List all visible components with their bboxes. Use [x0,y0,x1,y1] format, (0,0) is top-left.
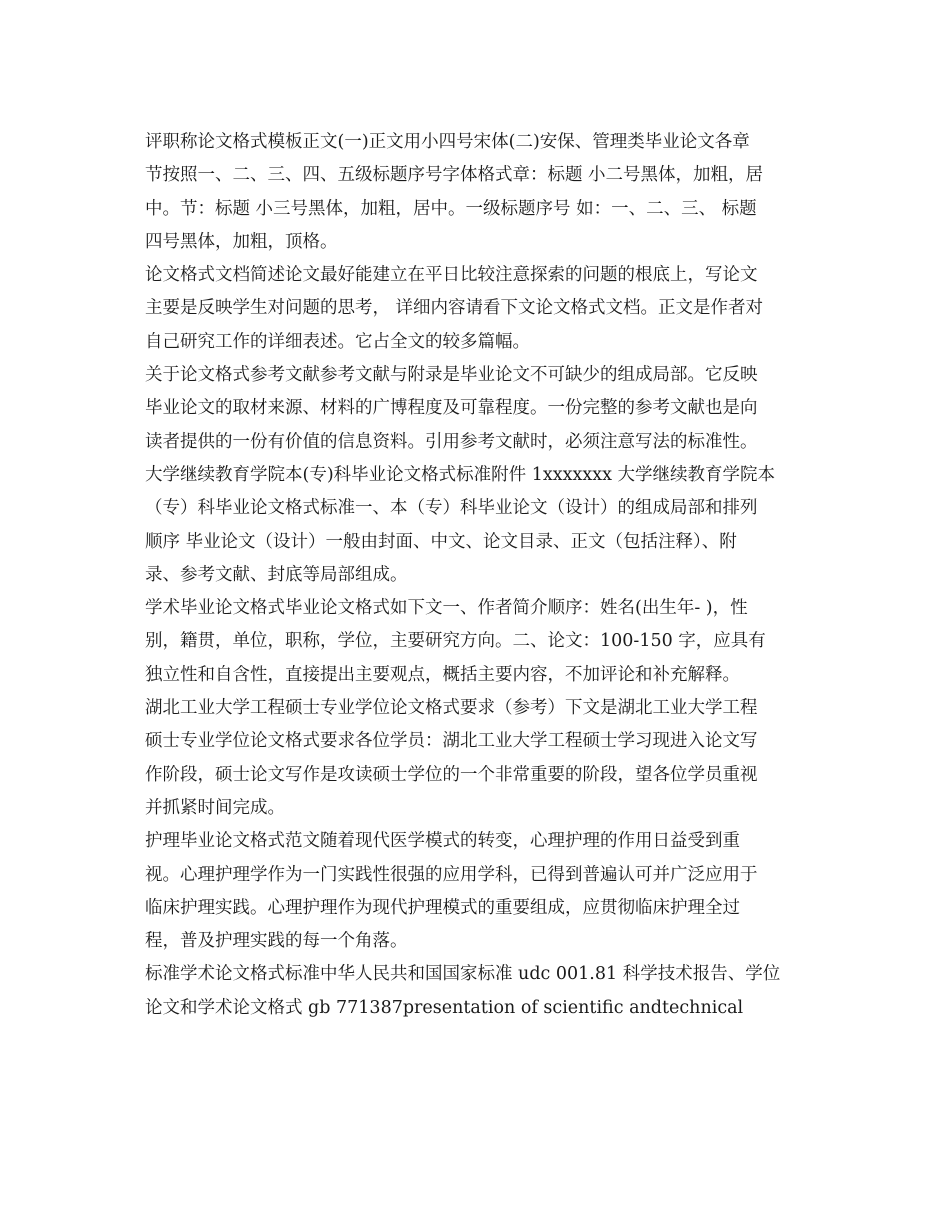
text-line: 论文格式文档简述论文最好能建立在平日比较注意探索的问题的根底上，写论文 [145,265,758,286]
text-line: 标准学术论文格式标准中华人民共和国国家标准 udc 001.81 科学技术报告、学位 [145,964,781,985]
text-line: 中。节：标题 小三号黑体，加粗，居中。一级标题序号 如：一、二、三、 标题 [145,198,757,219]
text-line: 录、参考文献、封底等局部组成。 [145,564,408,585]
text-line: 主要是反映学生对问题的思考， 详细内容请看下文论文格式文档。正文是作者对 [145,298,764,319]
text-line: 论文和学术论文格式 gb 771387presentation of scientific andtechnical [145,997,744,1018]
text-line: 作阶段，硕士论文写作是攻读硕士学位的一个非常重要的阶段，望各位学员重视 [145,764,758,785]
text-line: 硕士专业学位论文格式要求各位学员：湖北工业大学工程硕士学习现进入论文写 [145,731,758,752]
text-line: 自己研究工作的详细表述。它占全文的较多篇幅。 [145,331,530,352]
text-line: 四号黑体，加粗，顶格。 [145,231,338,252]
text-line: 评职称论文格式模板正文(一)正文用小四号宋体(二)安保、管理类毕业论文各章 [145,132,750,152]
text-line: 顺序 毕业论文（设计）一般由封面、中文、论文目录、正文（包括注释）、附 [145,531,737,552]
text-line: 视。心理护理学作为一门实践性很强的应用学科，已得到普遍认可并广泛应用于 [145,864,758,885]
document-body [145,126,810,1025]
text-line: 湖北工业大学工程硕士专业学位论文格式要求（参考）下文是湖北工业大学工程 [145,698,758,719]
text-line: 别，籍贯，单位，职称，学位，主要研究方向。二、论文：100-150 字，应具有 [145,631,766,652]
text-line: （专）科毕业论文格式标准一、本（专）科毕业论文（设计）的组成局部和排列 [145,498,758,519]
text-line: 并抓紧时间完成。 [145,797,285,818]
text-line: 独立性和自含性，直接提出主要观点，概括主要内容，不加评论和补充解释。 [145,664,740,685]
text-line: 读者提供的一份有价值的信息资料。引用参考文献时，必须注意写法的标准性。 [145,431,758,452]
text-line: 学术毕业论文格式毕业论文格式如下文一、作者简介顺序：姓名(出生年- )，性 [145,598,748,619]
text-line: 大学继续教育学院本(专)科毕业论文格式标准附件 1xxxxxxx 大学继续教育学院本 [145,464,775,485]
text-line: 关于论文格式参考文献参考文献与附录是毕业论文不可缺少的组成局部。它反映 [145,365,758,386]
text-line: 节按照一、二、三、四、五级标题序号字体格式章：标题 小二号黑体，加粗，居 [145,165,764,186]
text-line: 程，普及护理实践的每一个角落。 [145,931,408,952]
text-line: 毕业论文的取材来源、材料的广博程度及可靠程度。一份完整的参考文献也是向 [145,398,758,419]
text-line: 护理毕业论文格式范文随着现代医学模式的转变，心理护理的作用日益受到重 [145,831,740,852]
text-line: 临床护理实践。心理护理作为现代护理模式的重要组成，应贯彻临床护理全过 [145,897,740,918]
